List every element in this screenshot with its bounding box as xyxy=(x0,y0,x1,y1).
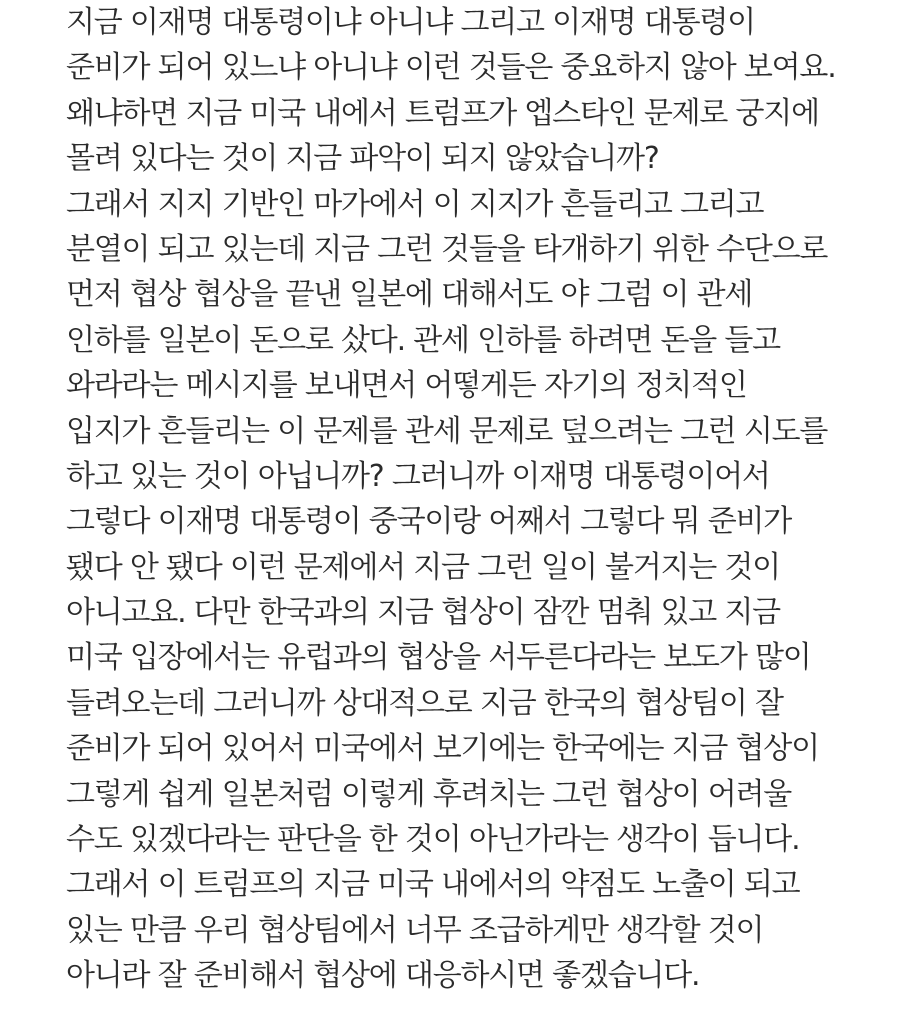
text-line: 있는 만큼 우리 협상팀에서 너무 조급하게만 생각할 것이 xyxy=(66,912,764,948)
text-line: 인하를 일본이 돈으로 샀다. 관세 인하를 하려면 돈을 들고 xyxy=(66,322,780,358)
text-line: 들려오는데 그러니까 상대적으로 지금 한국의 협상팀이 잘 xyxy=(66,685,783,721)
text-line: 와라라는 메시지를 보내면서 어떻게든 자기의 정치적인 xyxy=(66,368,747,404)
text-line: 왜냐하면 지금 미국 내에서 트럼프가 엡스타인 문제로 궁지에 xyxy=(66,95,819,131)
text-line: 입지가 흔들리는 이 문제를 관세 문제로 덮으려는 그런 시도를 xyxy=(66,413,828,449)
text-line: 준비가 되어 있어서 미국에서 보기에는 한국에는 지금 협상이 xyxy=(66,731,819,767)
text-line: 먼저 협상 협상을 끝낸 일본에 대해서도 야 그럼 이 관세 xyxy=(66,277,753,313)
text-line: 그렇게 쉽게 일본처럼 이렇게 후려치는 그런 협상이 어려울 xyxy=(66,776,792,812)
text-line: 미국 입장에서는 유럽과의 협상을 서두른다라는 보도가 많이 xyxy=(66,640,811,676)
text-line: 준비가 되어 있느냐 아니냐 이런 것들은 중요하지 않아 보여요. xyxy=(66,50,836,86)
text-line: 몰려 있다는 것이 지금 파악이 되지 않았습니까? xyxy=(66,141,659,177)
text-line: 그렇다 이재명 대통령이 중국이랑 어째서 그렇다 뭐 준비가 xyxy=(66,504,792,540)
text-line: 수도 있겠다라는 판단을 한 것이 아닌가라는 생각이 듭니다. xyxy=(66,822,800,858)
text-line: 지금 이재명 대통령이냐 아니냐 그리고 이재명 대통령이 xyxy=(66,5,755,40)
text-line: 그래서 지지 기반인 마가에서 이 지지가 흔들리고 그리고 xyxy=(66,186,764,222)
text-line: 그래서 이 트럼프의 지금 미국 내에서의 약점도 노출이 되고 xyxy=(66,867,800,903)
text-line: 분열이 되고 있는데 지금 그런 것들을 타개하기 위한 수단으로 xyxy=(66,231,828,267)
transcript-text xyxy=(66,0,886,999)
text-line: 아니고요. 다만 한국과의 지금 협상이 잠깐 멈춰 있고 지금 xyxy=(66,595,780,631)
text-line: 됐다 안 됐다 이런 문제에서 지금 그런 일이 불거지는 것이 xyxy=(66,549,780,585)
text-line: 아니라 잘 준비해서 협상에 대응하시면 좋겠습니다. xyxy=(66,958,700,994)
text-line: 하고 있는 것이 아닙니까? 그러니까 이재명 대통령이어서 xyxy=(66,458,770,494)
